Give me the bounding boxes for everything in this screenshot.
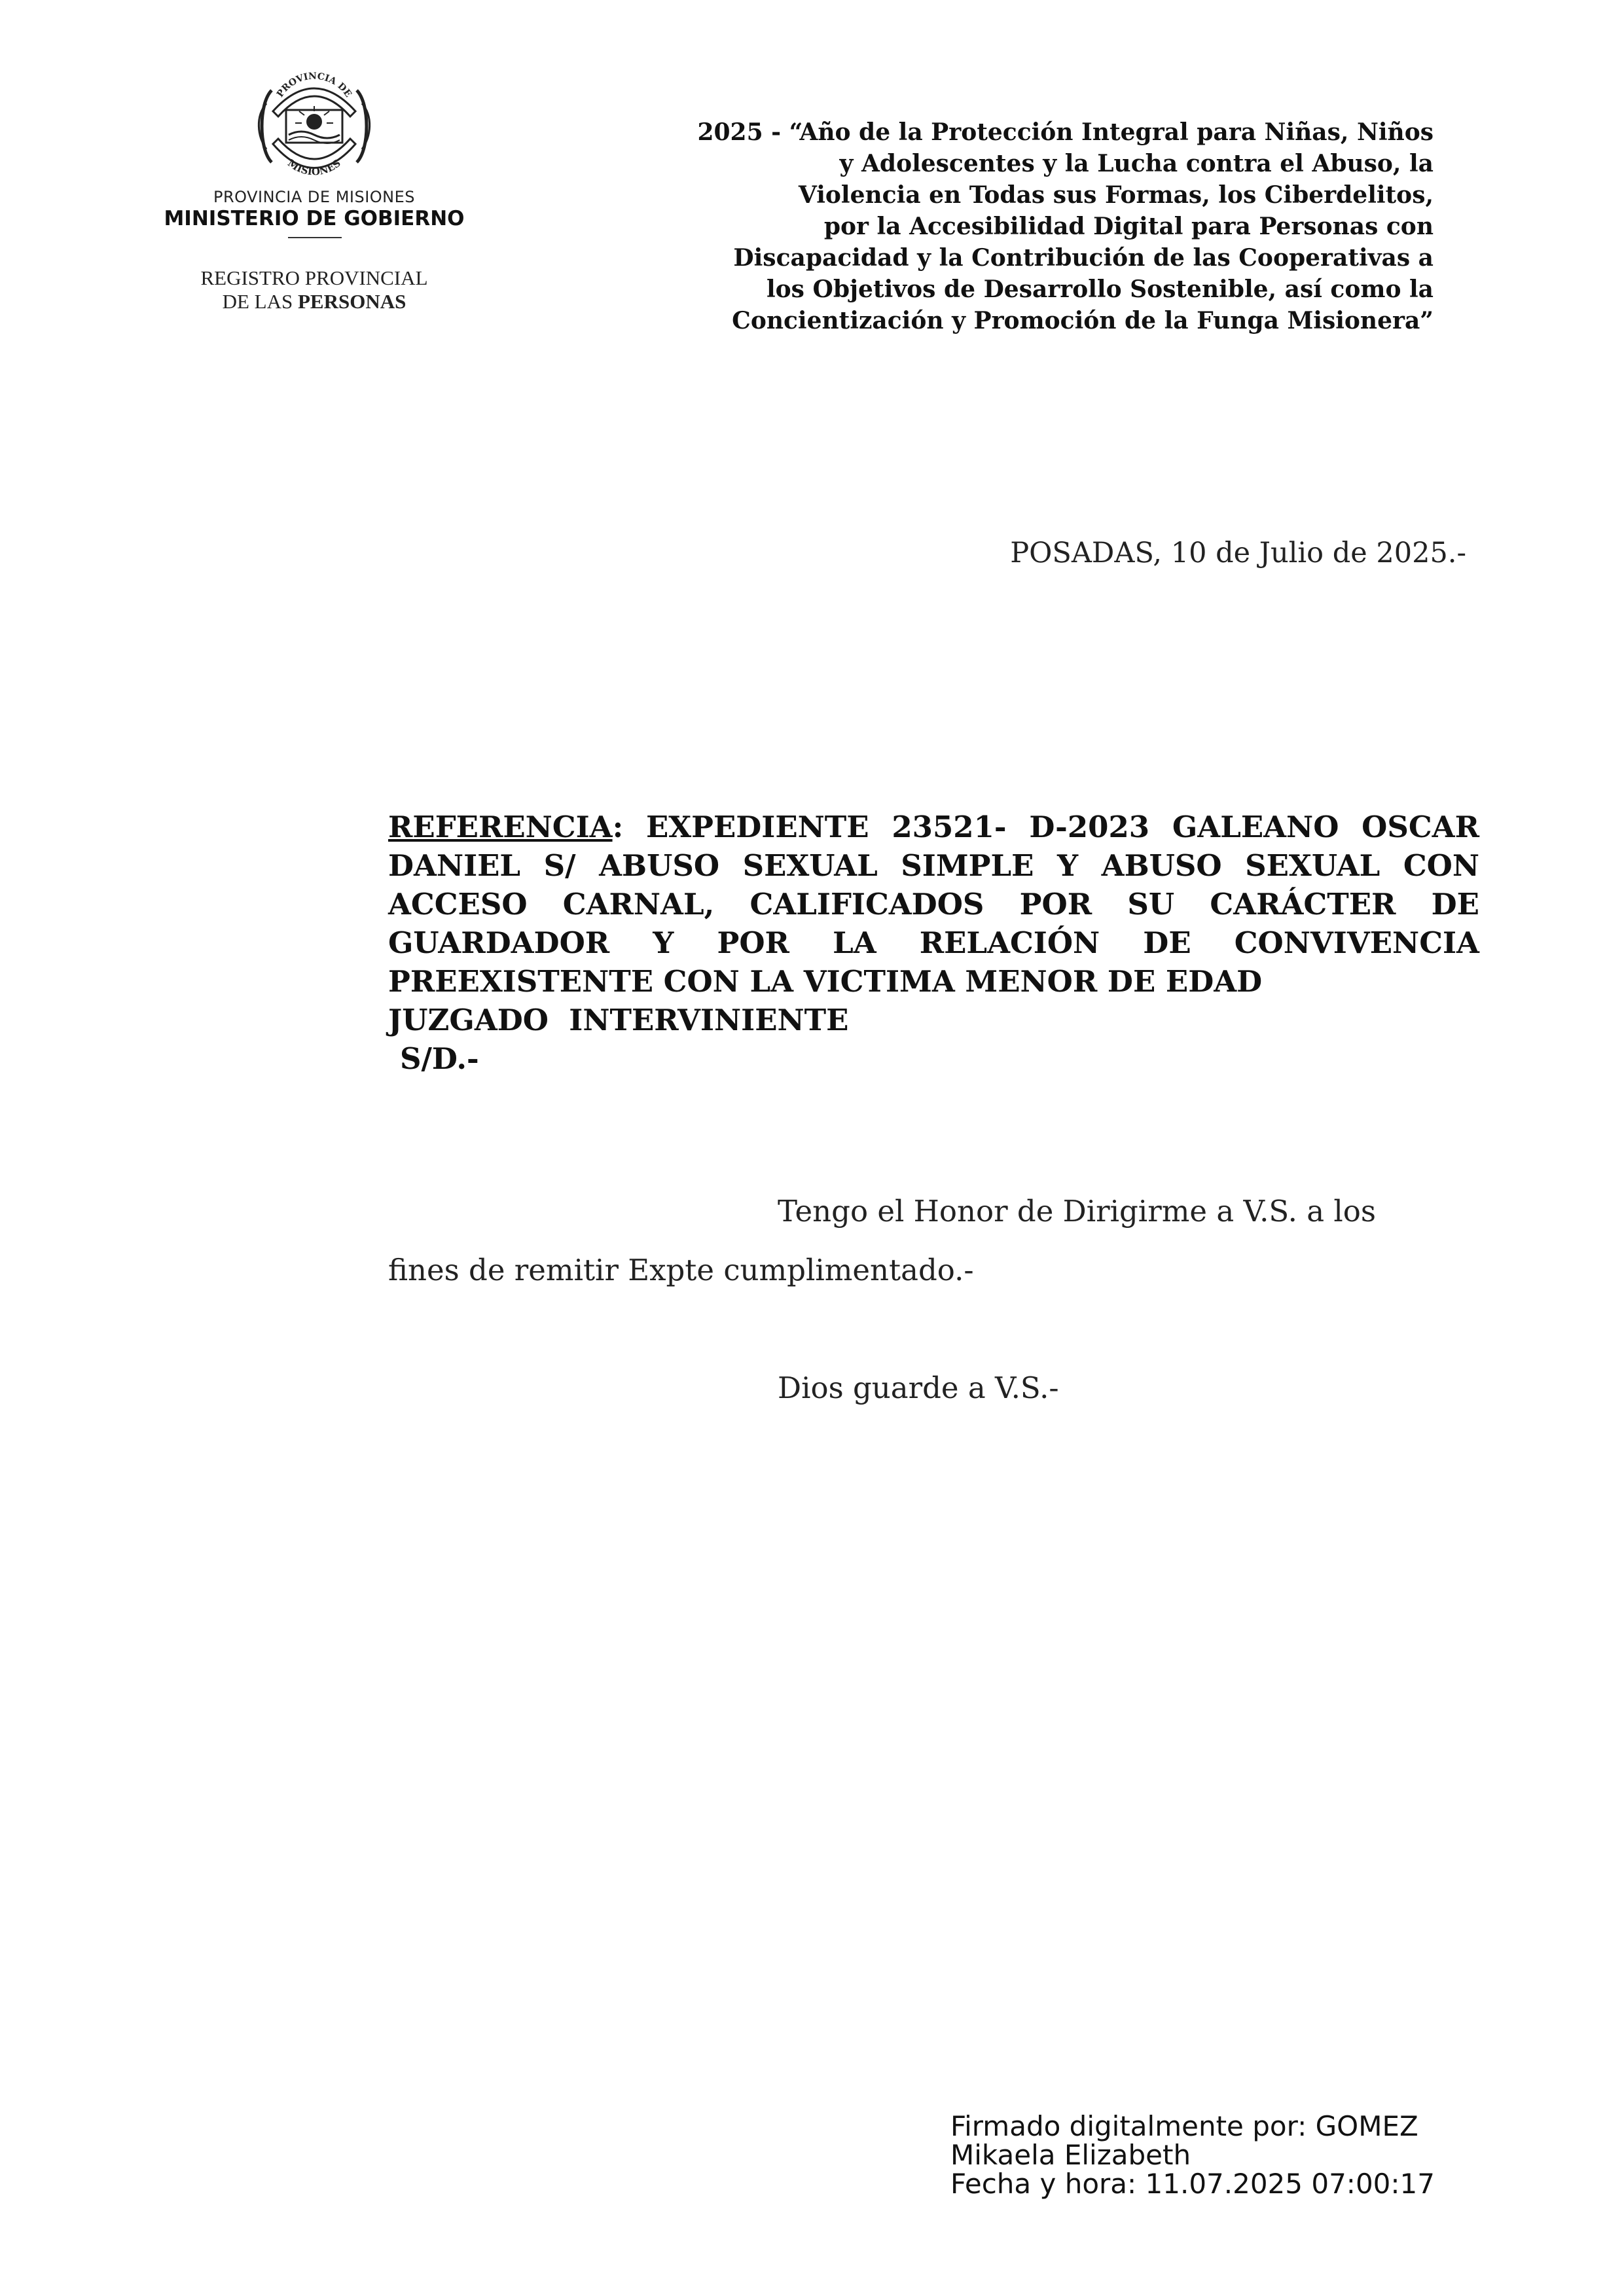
motto-line: los Objetivos de Desarrollo Sostenible, así como la: [766, 276, 1434, 303]
body-paragraph-line-1: Tengo el Honor de Dirigirme a V.S. a los: [778, 1194, 1376, 1229]
sd-line: S/D.-: [400, 1041, 479, 1076]
motto-line: Violencia en Todas sus Formas, los Ciberdelitos,: [798, 181, 1434, 209]
signature-line-3: Fecha y hora: 11.07.2025 07:00:17: [950, 2168, 1435, 2200]
motto-line: por la Accesibilidad Digital para Personas con: [823, 213, 1434, 240]
reference-line-3: ACCESO CARNAL, CALIFICADOS POR SU CARÁCTER DE: [388, 887, 1479, 922]
seal-text-top: PROVINCIA DE: [274, 71, 354, 99]
body-paragraph-line-2: fines de remitir Expte cumplimentado.-: [388, 1253, 974, 1287]
document-date: POSADAS, 10 de Julio de 2025.-: [1010, 537, 1466, 569]
reference-line-4: GUARDADOR Y POR LA RELACIÓN DE CONVIVENCIA: [388, 925, 1479, 960]
reference-line-1: REFERENCIA: EXPEDIENTE 23521- D-2023 GALEANO OSCAR: [388, 808, 1479, 846]
motto-line: Discapacidad y la Contribución de las Cooperativas a: [733, 244, 1434, 272]
signature-line-1: Firmado digitalmente por: GOMEZ: [950, 2110, 1418, 2142]
reference-line-2: DANIEL S/ ABUSO SEXUAL SIMPLE Y ABUSO SEXUAL CON: [388, 848, 1479, 883]
registry-line-2: [157, 290, 471, 314]
province-name: PROVINCIA DE MISIONES: [213, 188, 416, 206]
header-divider: [288, 237, 342, 238]
registry-line-1: REGISTRO PROVINCIAL: [200, 266, 428, 289]
provincia-misiones-seal: [252, 64, 376, 188]
motto-line: 2025 - “Año de la Protección Integral para Niñas, Niños: [697, 118, 1434, 146]
reference-line-5: PREEXISTENTE CON LA VICTIMA MENOR DE EDAD: [388, 964, 1263, 999]
registry-line-2-bold: PERSONAS: [298, 290, 406, 313]
reference-block: [388, 808, 1479, 1078]
year-motto: [615, 117, 1434, 336]
signature-line-2: Mikaela Elizabeth: [950, 2139, 1191, 2171]
ministry-name: MINISTERIO DE GOBIERNO: [164, 207, 465, 230]
reference-label: REFERENCIA:: [388, 810, 624, 844]
seal-text-bottom: MISIONES: [285, 156, 343, 178]
digital-signature: [950, 2112, 1540, 2198]
closing-salutation: Dios guarde a V.S.-: [778, 1371, 1059, 1405]
registry-line-2-prefix: DE LAS: [222, 290, 293, 313]
court-line: JUZGADO INTERVINIENTE: [388, 1003, 849, 1037]
motto-line: Concientización y Promoción de la Funga Misionera”: [732, 307, 1434, 334]
motto-line: y Adolescentes y la Lucha contra el Abuso, la: [839, 150, 1434, 177]
